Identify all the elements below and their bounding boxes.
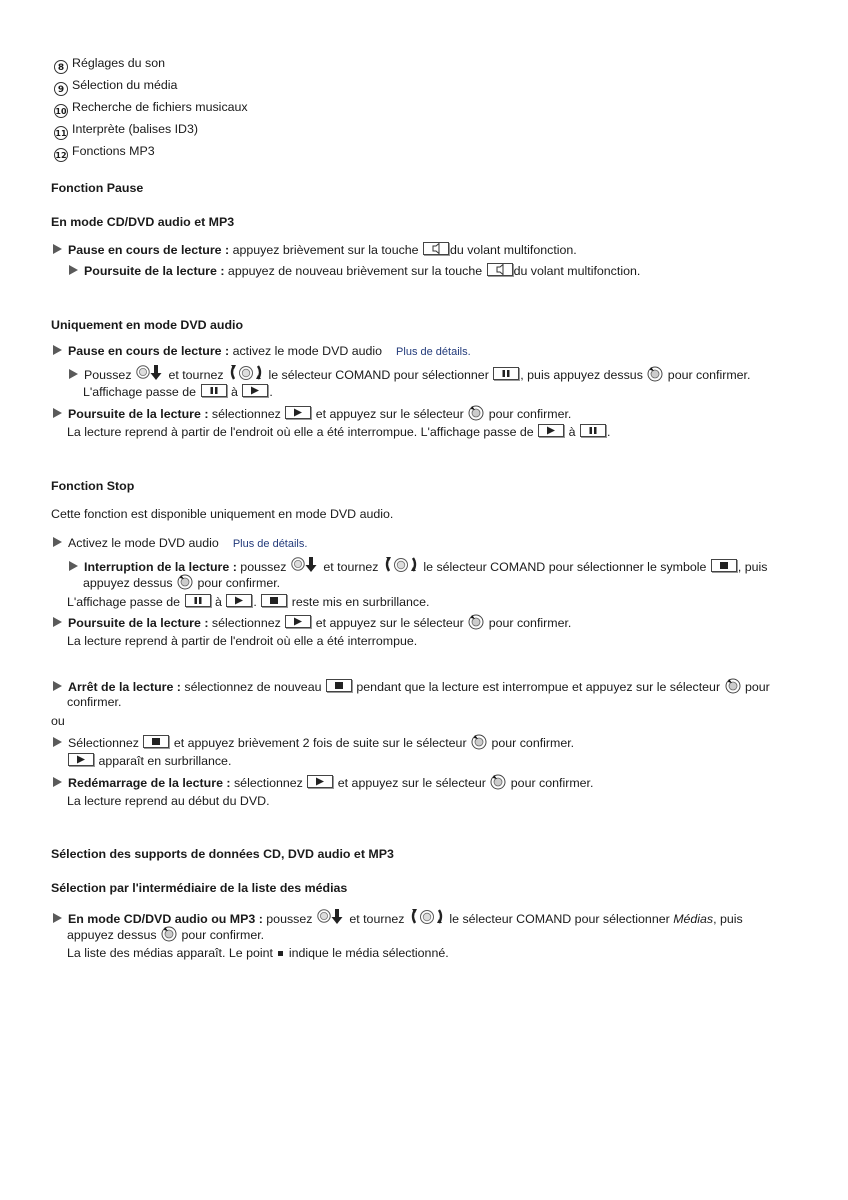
pause-symbol-icon [201,384,227,397]
instruction-line [67,926,264,943]
instruction-line [67,594,429,610]
paragraph: ou [51,714,65,728]
text: L'affichage passe de [83,385,197,399]
list-item-label: Fonctions MP3 [72,144,155,158]
turn-controller-icon [228,364,264,382]
text: La liste des médias apparaît. Le point [67,946,273,960]
text: pour confirmer. [181,928,265,942]
text: du volant multifonction. [513,264,641,278]
list-item [54,99,248,118]
text: , puis [737,560,768,574]
text: pour confirmer. [510,776,594,790]
press-controller-icon [490,774,506,790]
text: Activez le mode DVD audio [68,536,219,550]
section-heading-stop: Fonction Stop [51,479,135,493]
bullet-arrow-icon [69,265,78,275]
turn-controller-icon [383,556,419,574]
text: . [606,425,611,439]
text: L'affichage passe de [67,595,181,609]
pause-symbol-icon [493,367,519,380]
mute-key-icon [423,242,449,255]
mute-key-icon [487,263,513,276]
play-symbol-icon [242,384,268,397]
number-badge: 12 [54,148,68,162]
bold-label: Pause en cours de lecture : [68,344,230,358]
list-item [54,143,155,162]
text: Sélectionnez [68,736,139,750]
text: du volant multifonction. [450,243,577,257]
text: indique le média sélectionné. [288,946,449,960]
stop-symbol-icon [326,679,352,692]
details-link[interactable]: Plus de détails. [232,538,308,550]
text: pour [744,680,770,694]
instruction-line [83,574,280,591]
text: La lecture reprend à partir de l'endroit où elle a été interrompue. L'affichage passe de [67,425,534,439]
text: à [230,385,238,399]
bullet-arrow-icon [53,777,62,787]
section-heading-media: Sélection des supports de données CD, DVD audio et MP3 [51,847,394,861]
section-heading-pause: Fonction Pause [51,181,144,195]
bold-label: Redémarrage de la lecture : [68,776,231,790]
list-item-label: Recherche de fichiers musicaux [72,100,248,114]
list-item-label: Sélection du média [72,78,178,92]
press-controller-icon [177,574,193,590]
bold-label: Pause en cours de lecture : [68,243,230,257]
details-link[interactable]: Plus de détails. [396,346,471,358]
instruction-line [83,384,273,400]
text: et appuyez brièvement 2 fois de suite sur le sélecteur [173,736,467,750]
text: appuyez de nouveau brièvement sur la touche [227,264,483,278]
number-badge: 11 [54,126,68,140]
text: , puis [713,912,743,926]
number-badge: 8 [54,60,68,74]
play-symbol-icon [68,753,94,766]
list-item-label: Réglages du son [72,56,165,70]
bullet-arrow-icon [53,244,62,254]
text: appuyez dessus [83,576,173,590]
text: reste mis en surbrillance. [291,595,430,609]
text: le sélecteur COMAND pour sélectionner le symbole [423,560,707,574]
text: et appuyez sur le sélecteur [315,616,464,630]
press-controller-icon [468,614,484,630]
instruction-line [69,556,768,575]
turn-controller-icon [409,908,445,926]
text: le sélecteur COMAND pour sélectionner [268,368,489,382]
text: , puis appuyez dessus [520,368,643,382]
instruction-line [53,343,471,360]
instruction-line [53,774,593,791]
bullet-arrow-icon [53,617,62,627]
instruction-line [53,734,574,751]
bullet-arrow-icon [53,537,62,547]
text: pour confirmer. [667,368,751,382]
bullet-arrow-icon [53,345,62,355]
press-controller-icon [725,678,741,694]
text: le sélecteur COMAND pour sélectionner [449,912,670,926]
number-badge: 10 [54,104,68,118]
text: poussez [266,912,313,926]
press-controller-icon [647,366,663,382]
bold-label: Poursuite de la lecture : [68,407,209,421]
text: poussez [240,560,287,574]
subheading-media-list: Sélection par l'intermédiaire de la liste des médias [51,881,348,895]
text: et appuyez sur le sélecteur [315,407,464,421]
list-item-label: Interprète (balises ID3) [72,122,199,136]
bold-label: En mode CD/DVD audio ou MP3 : [68,912,263,926]
bold-label: Arrêt de la lecture : [68,680,181,694]
push-down-icon [136,364,164,382]
text: pendant que la lecture est interrompue et appuyez sur le sélecteur [356,680,721,694]
play-symbol-icon [538,424,564,437]
text: apparaît en surbrillance. [98,754,232,768]
instruction-line [53,405,571,422]
paragraph: La lecture reprend à partir de l'endroit où elle a été interrompue. [67,634,418,648]
instruction-line [67,753,231,769]
bold-label: Poursuite de la lecture : [68,616,209,630]
text: pour confirmer. [197,576,281,590]
bullet-arrow-icon [69,369,78,379]
bullet-arrow-icon [53,913,62,923]
play-symbol-icon [226,594,252,607]
paragraph: Cette fonction est disponible uniquement en mode DVD audio. [51,507,394,521]
text: appuyez dessus [67,928,157,942]
bullet-arrow-icon [53,737,62,747]
bullet-arrow-icon [53,681,62,691]
subheading-cd-mp3: En mode CD/DVD audio et MP3 [51,215,235,229]
list-item [54,55,165,74]
text: sélectionnez [233,776,303,790]
instruction-line [53,614,571,631]
text: sélectionnez de nouveau [184,680,322,694]
instruction-line [69,263,640,279]
menu-term: Médias [673,912,714,926]
text: appuyez brièvement sur la touche [232,243,419,257]
instruction-line [53,535,307,552]
text: et appuyez sur le sélecteur [337,776,486,790]
selected-dot-icon [278,951,283,956]
instruction-line [69,364,750,383]
text: et tournez [349,912,405,926]
text: activez le mode DVD audio [232,344,383,358]
stop-symbol-icon [143,735,169,748]
play-symbol-icon [285,615,311,628]
pause-symbol-icon [185,594,211,607]
text: . [253,595,257,609]
bold-label: Interruption de la lecture : [84,560,237,574]
text: à [214,595,222,609]
instruction-line [67,424,610,440]
bullet-arrow-icon [53,408,62,418]
text: et tournez [168,368,224,382]
list-item [54,77,177,96]
press-controller-icon [161,926,177,942]
text: pour confirmer. [491,736,575,750]
text: sélectionnez [211,407,281,421]
instruction-line [53,678,770,695]
text: et tournez [323,560,379,574]
subheading-dvd-audio: Uniquement en mode DVD audio [51,318,244,332]
list-item [54,121,198,140]
pause-symbol-icon [580,424,606,437]
instruction-line [53,908,743,927]
bold-label: Poursuite de la lecture : [84,264,225,278]
text: pour confirmer. [488,616,572,630]
press-controller-icon [471,734,487,750]
push-down-icon [317,908,345,926]
stop-symbol-icon [261,594,287,607]
play-symbol-icon [307,775,333,788]
text: . [269,385,273,399]
text: pour confirmer. [488,407,572,421]
number-badge: 9 [54,82,68,96]
paragraph: confirmer. [67,695,122,709]
text: Poussez [84,368,132,382]
stop-symbol-icon [711,559,737,572]
push-down-icon [291,556,319,574]
text: à [568,425,576,439]
instruction-line [67,945,449,961]
play-symbol-icon [285,406,311,419]
press-controller-icon [468,405,484,421]
text: sélectionnez [211,616,281,630]
paragraph: La lecture reprend au début du DVD. [67,794,270,808]
bullet-arrow-icon [69,561,78,571]
instruction-line [53,242,577,258]
